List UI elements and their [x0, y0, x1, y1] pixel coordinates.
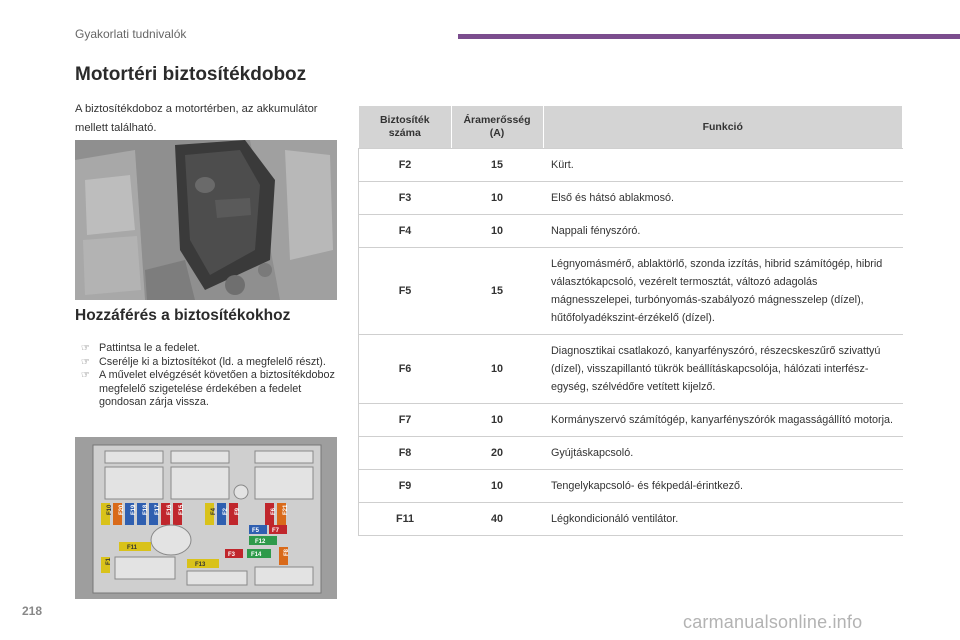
fuse-label-f11: F11: [127, 545, 138, 551]
table-row: [359, 437, 903, 470]
fuse-label-f17: F17: [155, 504, 161, 515]
fuse-amperage: 20: [451, 437, 543, 470]
fuse-label-f19: F19: [131, 504, 137, 515]
fuse-box-diagram: [75, 437, 337, 599]
engine-compartment-photo: [75, 140, 337, 300]
fuse-label-f7: F7: [272, 528, 280, 534]
fuse-amperage: 10: [451, 470, 543, 503]
fuse-amperage: 10: [451, 335, 543, 404]
fuse-label-f12: F12: [255, 539, 266, 545]
table-row: [359, 149, 903, 182]
table-row: [359, 335, 903, 404]
table-header-row: [359, 106, 903, 149]
fuse-number: F4: [359, 215, 452, 248]
fuse-number: F8: [359, 437, 452, 470]
fuse-function: Légnyomásmérő, ablaktörlő, szonda izzítás, hibrid számítógép, hibrid választókapcsoló, vezérelt termosztát, változó adagolás mágnesszelepei, turbónyomás-szabályozó mágnesszelep (dízel), hűtőfolyadékszint-érzékelő (dízel).: [543, 248, 903, 335]
header-accent-bar: [458, 34, 960, 39]
access-title: Hozzáférés a biztosítékokhoz: [75, 307, 291, 324]
fuse-label-f3: F3: [228, 552, 236, 558]
fuse-number: F9: [359, 470, 452, 503]
fuse-function: Kormányszervó számítógép, kanyarfényszórók magasságállító motorja.: [543, 404, 903, 437]
page-number: 218: [22, 604, 43, 618]
fuse-number: F6: [359, 335, 452, 404]
fuse-label-f5: F5: [252, 528, 260, 534]
list-item: ☞ A művelet elvégzését követően a biztosítékdoboz megfelelő szigetelése érdekében a fedelet gondosan zárja vissza.: [81, 369, 335, 408]
fuse-function: Légkondicionáló ventilátor.: [543, 503, 903, 536]
fuse-amperage: 15: [451, 149, 543, 182]
fuse-number: F5: [359, 248, 452, 335]
fuse-label-f2: F2: [223, 507, 229, 515]
col-header-fuse-number: Biztosíték száma: [359, 106, 452, 149]
fuse-number: F11: [359, 503, 452, 536]
access-steps-list: [75, 342, 335, 410]
section-title: Gyakorlati tudnivalók: [75, 27, 187, 41]
table-row: [359, 215, 903, 248]
fuse-label-f13: F13: [195, 562, 206, 568]
fuse-label-f20: F20: [119, 504, 125, 515]
fuse-number: F3: [359, 182, 452, 215]
fuse-amperage: 15: [451, 248, 543, 335]
fuse-function: Nappali fényszóró.: [543, 215, 903, 248]
fuse-function: Gyújtáskapcsoló.: [543, 437, 903, 470]
intro-text: A biztosítékdoboz a motortérben, az akkumulátor mellett található.: [75, 103, 318, 134]
fuse-function: Diagnosztikai csatlakozó, kanyarfényszóró, részecskeszűrő szivattyú (dízel), visszapillantó tükrök beállításkapcsolója, hálózati interfész-egység, szélvédőre vetített kijelző.: [543, 335, 903, 404]
fuse-label-f21: F21: [283, 504, 289, 515]
fuse-number: F2: [359, 149, 452, 182]
col-header-function: Funkció: [543, 106, 903, 149]
table-row: [359, 470, 903, 503]
fuse-amperage: 10: [451, 182, 543, 215]
fuse-label-f9: F9: [235, 507, 241, 515]
fuse-number: F7: [359, 404, 452, 437]
fuse-amperage: 40: [451, 503, 543, 536]
fuse-label-f10: F10: [107, 504, 113, 515]
fuse-label-f14: F14: [251, 552, 262, 558]
list-item: ☞ Pattintsa le a fedelet.: [81, 342, 200, 354]
fuse-amperage: 10: [451, 215, 543, 248]
table-row: [359, 404, 903, 437]
fuse-amperage: 10: [451, 404, 543, 437]
fuse-label-f1: F1: [106, 557, 112, 565]
fuse-function: Tengelykapcsoló- és fékpedál-érintkező.: [543, 470, 903, 503]
fuse-label-f8: F8: [284, 548, 290, 556]
fuse-table: [358, 105, 903, 536]
hand-pointer-icon: ☞: [81, 356, 90, 368]
watermark: carmanualsonline.info: [683, 612, 863, 632]
table-row: [359, 182, 903, 215]
hand-pointer-icon: ☞: [81, 370, 90, 381]
page-title: Motortéri biztosítékdoboz: [75, 64, 307, 85]
fuse-function: Első és hátsó ablakmosó.: [543, 182, 903, 215]
fuse-label-f18: F18: [143, 504, 149, 515]
table-row: [359, 248, 903, 335]
fuse-label-f15: F15: [179, 504, 185, 515]
fuse-label-f4: F4: [211, 507, 217, 515]
hand-pointer-icon: ☞: [81, 343, 90, 354]
fuse-label-f16: F16: [167, 504, 173, 515]
list-item: ☞ Cserélje ki a biztosítékot (ld. a megfelelő részt).: [81, 355, 326, 368]
col-header-amperage: Áramerősség (A): [451, 106, 543, 149]
table-row: [359, 503, 903, 536]
fuse-label-f6: F6: [271, 507, 277, 515]
fuse-function: Kürt.: [543, 149, 903, 182]
